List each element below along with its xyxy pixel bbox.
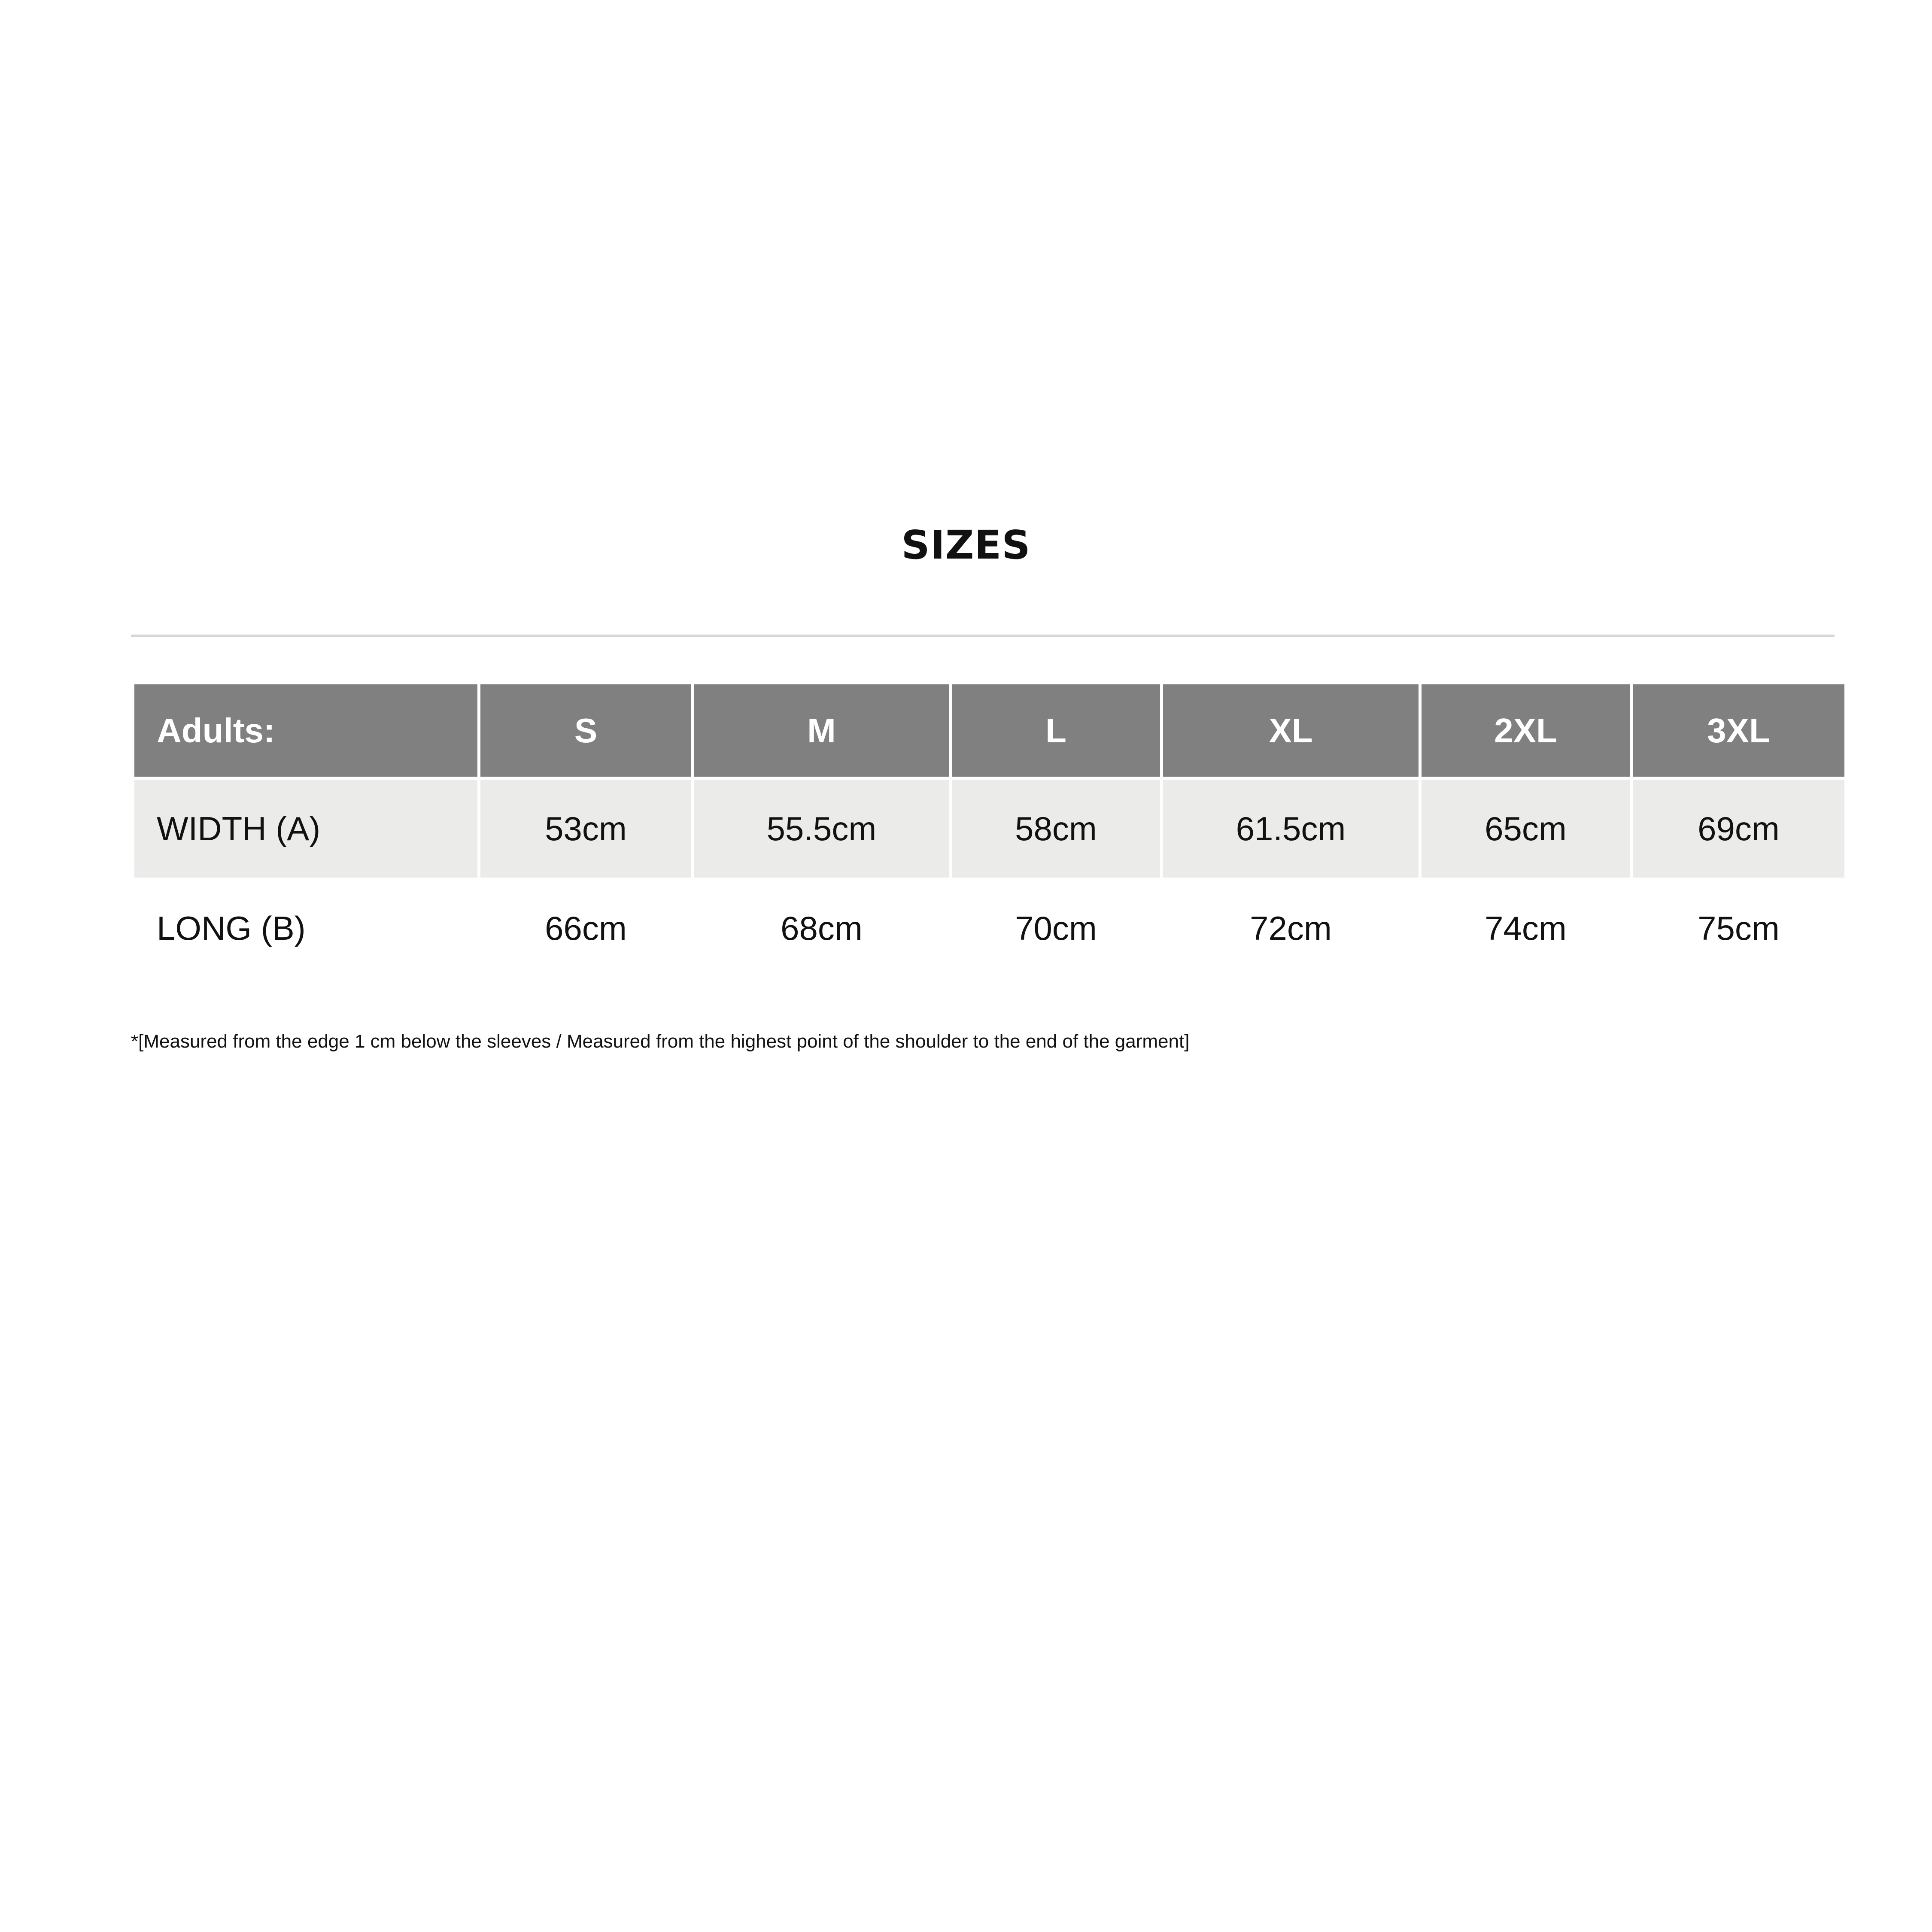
size-header-2xl: 2XL (1422, 684, 1633, 780)
long-value-3xl: 75cm (1633, 878, 1844, 979)
size-header-3xl: 3XL (1633, 684, 1844, 780)
width-value-s: 53cm (480, 780, 694, 878)
width-value-m: 55.5cm (694, 780, 952, 878)
table-row-long (134, 878, 1844, 979)
footnote: *[Measured from the edge 1 cm below the sleeves / Measured from the highest point of the shoulder to the end of the garment] (131, 1031, 1190, 1052)
header-label: Adults: (134, 684, 480, 780)
long-value-2xl: 74cm (1422, 878, 1633, 979)
page-title: SIZES (901, 522, 1031, 568)
size-header-xl: XL (1163, 684, 1422, 780)
long-value-l: 70cm (952, 878, 1163, 979)
size-table (134, 684, 1844, 979)
row-label-width: WIDTH (A) (134, 780, 480, 878)
table-row-width (134, 780, 1844, 878)
size-header-s: S (480, 684, 694, 780)
long-value-m: 68cm (694, 878, 952, 979)
width-value-xl: 61.5cm (1163, 780, 1422, 878)
width-value-3xl: 69cm (1633, 780, 1844, 878)
divider (131, 635, 1835, 637)
size-header-l: L (952, 684, 1163, 780)
size-header-m: M (694, 684, 952, 780)
table-header-row (134, 684, 1844, 780)
long-value-s: 66cm (480, 878, 694, 979)
width-value-l: 58cm (952, 780, 1163, 878)
width-value-2xl: 65cm (1422, 780, 1633, 878)
row-label-long: LONG (B) (134, 878, 480, 979)
long-value-xl: 72cm (1163, 878, 1422, 979)
